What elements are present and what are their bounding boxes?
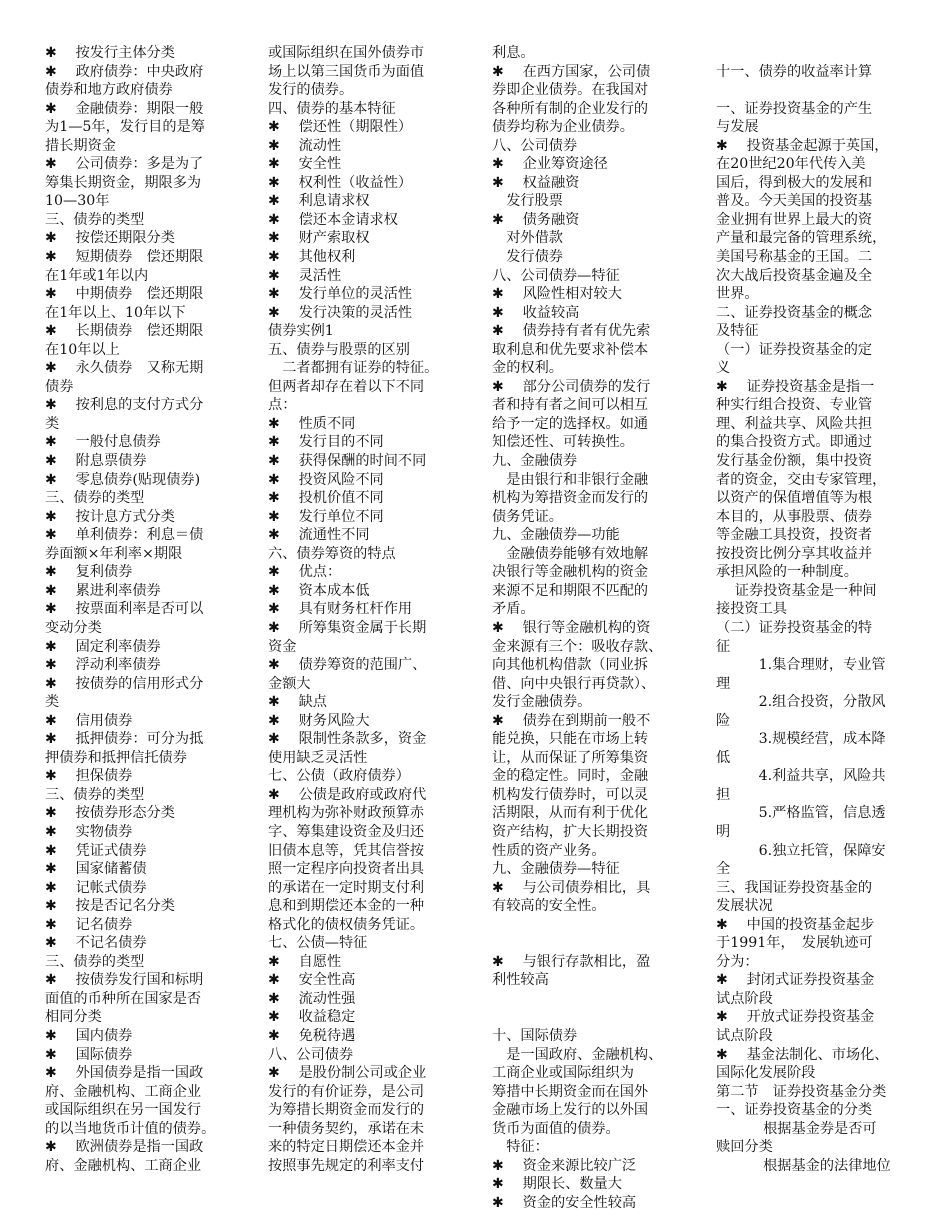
- text-line: ✱ 按发行主体分类: [45, 45, 175, 61]
- text-line: ✱ 资本成本低: [268, 582, 370, 599]
- text-line: 来源不足和期限不匹配的: [492, 582, 649, 599]
- text-line: 债券实例1: [268, 323, 334, 340]
- text-line: ✱ 发行单位不同: [268, 508, 384, 525]
- text-line: 普及。今天美国的投资基: [716, 193, 873, 210]
- text-line: ✱ 短期债券 偿还期限: [45, 249, 204, 266]
- text-line: （二）证券投资基金的特: [716, 619, 873, 636]
- text-line: 发行的有价证券，是公司: [268, 1083, 425, 1100]
- text-line: 券即企业债券。在我国对: [492, 82, 649, 99]
- text-line: 场上以第三国货币为面值: [268, 63, 425, 80]
- text-line: ✱ 债券筹资的范围广、: [268, 657, 427, 674]
- text-line: ✱ 企业筹资途径: [492, 156, 608, 173]
- text-line: ✱ 国际债券: [45, 1046, 133, 1063]
- text-line: 三、债券的类型: [45, 490, 145, 507]
- text-line: 五、债券与股票的区别: [268, 341, 410, 358]
- text-line: 相同分类: [45, 1009, 102, 1026]
- text-line: ✱ 实物债券: [45, 823, 133, 840]
- text-line: 明: [716, 823, 731, 840]
- text-line: 金的权利。: [492, 360, 563, 377]
- text-line: ✱ 外国债券是指一国政: [45, 1065, 204, 1082]
- text-line: ✱ 欧洲债券是指一国政: [45, 1139, 204, 1156]
- text-line: ✱ 公债是政府或政府代: [268, 786, 427, 803]
- text-line: 理、利益共享、风险共担: [716, 415, 873, 432]
- text-line: ✱ 偿还本金请求权: [268, 211, 398, 228]
- text-line: ✱ 其他权利: [268, 249, 356, 266]
- text-line: ✱ 限制性条款多，资金: [268, 731, 427, 748]
- text-line: ✱ 财产索取权: [268, 230, 370, 247]
- text-line: 低: [716, 749, 731, 766]
- text-line: ✱ 长期债券 偿还期限: [45, 323, 204, 340]
- text-line: ✱ 获得保酬的时间不同: [268, 453, 427, 470]
- text-line: ✱ 安全性: [268, 156, 342, 173]
- text-line: ✱ 资金的安全性较高: [492, 1194, 637, 1211]
- text-line: 债券: [45, 378, 74, 395]
- text-line: 面值的币种所在国家是否: [45, 990, 202, 1007]
- text-line: 债券均称为企业债券。: [492, 119, 634, 136]
- text-line: 府、金融机构、工商企业: [45, 1157, 202, 1174]
- text-line: ✱ 不记名债券: [45, 935, 147, 952]
- text-line: ✱ 银行等金融机构的资: [492, 619, 651, 636]
- text-line: 九、金融债券—功能: [492, 527, 620, 544]
- text-line: ✱ 自愿性: [268, 953, 342, 970]
- text-line: 产量和最完备的管理系统，: [716, 230, 887, 247]
- text-line: ✱ 流通性不同: [268, 527, 370, 544]
- text-line: 照一定程序向投资者出具: [268, 861, 425, 878]
- text-line: ✱ 固定利率债券: [45, 638, 161, 655]
- text-line: 字、筹集建设资金及归还: [268, 823, 425, 840]
- text-line: ✱ 债务融资: [492, 211, 580, 228]
- text-column-2: [268, 44, 473, 1175]
- text-line: ✱ 投机价值不同: [268, 490, 384, 507]
- text-line: 三、债券的类型: [45, 211, 145, 228]
- text-line: 与发展: [716, 119, 759, 136]
- text-line: 八、公司债券: [492, 137, 578, 154]
- text-line: 四、债券的基本特征: [268, 100, 396, 117]
- text-line: 在20世纪20年代传入美: [716, 156, 866, 173]
- text-line: ✱ 中国的投资基金起步: [716, 916, 875, 933]
- text-line: 国后，得到极大的发展和: [716, 174, 873, 191]
- text-line: 但两者却存在着以下不同: [268, 378, 425, 395]
- text-line: ✱ 单利债券：利息＝债: [45, 527, 204, 544]
- text-line: 为筹措长期资金而发行的: [268, 1102, 425, 1119]
- text-line: ✱ 国内债券: [45, 1027, 133, 1044]
- text-line: 能兑换，只能在市场上转: [492, 731, 649, 748]
- text-line: 3.规模经营，成本降: [716, 731, 886, 748]
- text-line: 等金融工具投资，投资者: [716, 527, 873, 544]
- text-line: 六、债券筹资的特点: [268, 545, 396, 562]
- text-line: ✱ 资金来源比较广泛: [492, 1157, 637, 1174]
- text-line: ✱ 按偿还期限分类: [45, 230, 175, 247]
- text-line: 息和到期偿还本金的一种: [268, 898, 425, 915]
- text-line: ✱ 记名债券: [45, 916, 133, 933]
- text-line: ✱ 收益较高: [492, 304, 580, 321]
- text-line: 利息。: [492, 45, 535, 61]
- text-line: 10—30年: [45, 193, 110, 210]
- text-line: [492, 1008, 697, 1027]
- text-line: 征: [716, 638, 731, 655]
- text-line: ✱ 部分公司债券的发行: [492, 378, 651, 395]
- text-line: 九、金融债券—特征: [492, 861, 620, 878]
- text-line: 金融债券能够有效地解: [492, 545, 649, 562]
- text-line: 根据基金的法律地位: [716, 1157, 891, 1174]
- text-line: 是一国政府、金融机构、: [492, 1046, 663, 1063]
- text-line: ✱ 权益融资: [492, 174, 580, 191]
- text-line: 使用缺乏灵活性: [268, 749, 368, 766]
- text-line: 在1年以上、10年以下: [45, 304, 186, 321]
- text-line: 次大战后投资基金遍及全: [716, 267, 873, 284]
- text-line: 在10年以上: [45, 341, 120, 358]
- text-column-4: [716, 44, 921, 1175]
- text-line: 理机构为弥补财政预算赤: [268, 805, 425, 822]
- text-line: 4.利益共享，风险共: [716, 768, 886, 785]
- text-line: 金业拥有世界上最大的资: [716, 211, 873, 228]
- text-line: ✱ 性质不同: [268, 415, 356, 432]
- text-line: 三、我国证券投资基金的: [716, 879, 873, 896]
- text-line: 根据基金券是否可: [716, 1120, 877, 1137]
- text-line: 证券投资基金是一种间: [716, 582, 877, 599]
- text-line: 点：: [268, 397, 297, 414]
- text-line: ✱ 国家储蓄债: [45, 861, 147, 878]
- text-line: 八、公司债券: [268, 1046, 354, 1063]
- text-line: ✱ 收益稳定: [268, 1009, 356, 1026]
- text-line: 按投资比例分享其收益并: [716, 545, 873, 562]
- text-line: 活期限，从而有利于优化: [492, 805, 649, 822]
- text-line: ✱ 一般付息债券: [45, 434, 161, 451]
- text-line: ✱ 财务风险大: [268, 712, 370, 729]
- text-line: ✱ 优点：: [268, 564, 342, 581]
- text-line: 七、公债—特征: [268, 935, 368, 952]
- text-line: 分为：: [716, 953, 759, 970]
- text-line: ✱ 附息票债券: [45, 453, 147, 470]
- text-line: 格式化的债权债务凭证。: [268, 916, 425, 933]
- text-line: 一种债务契约，承诺在未: [268, 1120, 425, 1137]
- text-column-3: [492, 44, 697, 1212]
- text-line: ✱ 在西方国家，公司债: [492, 63, 651, 80]
- text-line: 措长期资金: [45, 137, 116, 154]
- text-line: 机构为筹措资金而发行的: [492, 490, 649, 507]
- text-line: 借、向中央银行再贷款）、: [492, 675, 656, 692]
- text-line: 特征：: [492, 1139, 549, 1156]
- text-line: 筹集长期资金，期限多为: [45, 174, 202, 191]
- text-line: ✱ 期限长、数量大: [492, 1176, 622, 1193]
- text-line: 担: [716, 786, 731, 803]
- text-line: 向其他机构借款（同业拆: [492, 657, 649, 674]
- text-line: ✱ 投资基金起源于英国，: [716, 137, 889, 154]
- text-line: 险: [716, 712, 731, 729]
- text-line: 承担风险的一种制度。: [716, 564, 858, 581]
- text-line: 是由银行和非银行金融: [492, 471, 649, 488]
- text-line: 变动分类: [45, 619, 102, 636]
- text-line: 二者都拥有证券的特征。: [268, 360, 439, 377]
- text-line: 机构发行债券时，可以灵: [492, 786, 649, 803]
- text-line: ✱ 按利息的支付方式分: [45, 397, 204, 414]
- text-line: ✱ 债券在到期前一般不: [492, 712, 651, 729]
- text-line: ✱ 信用债券: [45, 712, 133, 729]
- text-line: 发行债券: [492, 249, 563, 266]
- text-line: ✱ 权利性（收益性）: [268, 174, 413, 191]
- text-line: 府、金融机构、工商企业: [45, 1083, 202, 1100]
- text-line: ✱ 所筹集资金属于长期: [268, 619, 427, 636]
- text-line: [492, 990, 697, 1009]
- text-line: ✱ 开放式证券投资基金: [716, 1009, 875, 1026]
- text-line: 全: [716, 861, 731, 878]
- text-line: ✱ 凭证式债券: [45, 842, 147, 859]
- text-line: 十、国际债券: [492, 1027, 578, 1044]
- text-line: 利性较高: [492, 972, 549, 989]
- text-line: 资金: [268, 638, 297, 655]
- text-line: 债务凭证。: [492, 508, 563, 525]
- text-line: 发行股票: [492, 193, 563, 210]
- text-line: ✱ 灵活性: [268, 267, 342, 284]
- text-line: 金融市场上发行的以外国: [492, 1102, 649, 1119]
- text-line: 理: [716, 675, 731, 692]
- text-line: ✱ 具有财务杠杆作用: [268, 601, 413, 618]
- text-line: ✱ 基金法制化、市场化、: [716, 1046, 889, 1063]
- text-line: 类: [45, 694, 60, 711]
- text-line: 发行的债券。: [268, 82, 354, 99]
- text-line: ✱ 发行单位的灵活性: [268, 286, 413, 303]
- text-line: 及特征: [716, 323, 759, 340]
- text-line: ✱ 按是否记名分类: [45, 898, 175, 915]
- text-line: 来的特定日期偿还本金并: [268, 1139, 425, 1156]
- text-line: 6.独立托管，保障安: [716, 842, 886, 859]
- text-line: 第二节 证券投资基金分类: [716, 1083, 887, 1100]
- text-line: ✱ 中期债券 偿还期限: [45, 286, 204, 303]
- text-line: 国际化发展阶段: [716, 1065, 816, 1082]
- text-line: 债券和地方政府债券: [45, 82, 173, 99]
- text-line: 按照事先规定的利率支付: [268, 1157, 425, 1174]
- text-line: ✱ 证券投资基金是指一: [716, 378, 875, 395]
- text-line: 决银行等金融机构的资金: [492, 564, 649, 581]
- text-line: 发行金融债券。: [492, 694, 592, 711]
- text-line: 货币为面值的债券。: [492, 1120, 620, 1137]
- text-line: ✱ 按债券形态分类: [45, 805, 175, 822]
- text-line: 矛盾。: [492, 601, 535, 618]
- text-line: 的以当地货币计值的债券。: [45, 1120, 216, 1137]
- text-line: 二、证券投资基金的概念: [716, 304, 873, 321]
- text-line: 本目的，从事股票、债券: [716, 508, 873, 525]
- text-line: ✱ 封闭式证券投资基金: [716, 972, 875, 989]
- text-line: 有较高的安全性。: [492, 898, 606, 915]
- text-line: 一、证券投资基金的产生: [716, 100, 873, 117]
- text-line: 类: [45, 415, 60, 432]
- text-line: ✱ 缺点: [268, 694, 327, 711]
- text-line: 金来源有三个：吸收存款、: [492, 638, 663, 655]
- text-line: ✱ 流动性强: [268, 990, 356, 1007]
- text-line: 世界。: [716, 286, 759, 303]
- text-line: 八、公司债券—特征: [492, 267, 620, 284]
- text-line: [492, 934, 697, 953]
- text-line: ✱ 复利债券: [45, 564, 133, 581]
- text-line: ✱ 偿还性（期限性）: [268, 119, 413, 136]
- text-line: 金的稳定性。同时，金融: [492, 768, 649, 785]
- text-line: 取利息和优先要求补偿本: [492, 341, 649, 358]
- text-line: 三、债券的类型: [45, 786, 145, 803]
- text-line: 的承诺在一定时期支付利: [268, 879, 425, 896]
- text-line: ✱ 与银行存款相比，盈: [492, 953, 651, 970]
- text-line: ✱ 抵押债券：可分为抵: [45, 731, 204, 748]
- text-line: ✱ 安全性高: [268, 972, 356, 989]
- text-line: 一、证券投资基金的分类: [716, 1102, 873, 1119]
- text-line: 于1991年， 发展轨迹可: [716, 935, 873, 952]
- text-line: 发展状况: [716, 898, 773, 915]
- text-line: 三、债券的类型: [45, 953, 145, 970]
- text-line: 发行基金份额，集中投资: [716, 453, 873, 470]
- text-line: 押债券和抵押信托债券: [45, 749, 187, 766]
- text-line: 性质的资产业务。: [492, 842, 606, 859]
- text-line: 试点阶段: [716, 990, 773, 1007]
- text-line: ✱ 记帐式债券: [45, 879, 147, 896]
- text-line: ✱ 公司债券：多是为了: [45, 156, 204, 173]
- text-column-1: [45, 44, 250, 1175]
- text-line: [716, 81, 921, 100]
- text-line: 让，从而保证了所筹集资: [492, 749, 649, 766]
- text-line: ✱ 免税待遇: [268, 1027, 356, 1044]
- text-line: 知偿还性、可转换性。: [492, 434, 634, 451]
- text-line: 试点阶段: [716, 1027, 773, 1044]
- text-line: 十一、债券的收益率计算: [716, 63, 873, 80]
- text-line: 对外借款: [492, 230, 563, 247]
- text-line: （一）证券投资基金的定: [716, 341, 873, 358]
- text-line: 者的资金，交由专家管理，: [716, 471, 887, 488]
- text-line: ✱ 担保债券: [45, 768, 133, 785]
- text-line: 工商企业或国际组织为: [492, 1065, 634, 1082]
- text-line: ✱ 与公司债券相比，具: [492, 879, 651, 896]
- text-line: ✱ 按债券发行国和标明: [45, 972, 204, 989]
- text-line: [716, 44, 921, 63]
- text-line: 九、金融债券: [492, 453, 578, 470]
- text-line: [492, 916, 697, 935]
- text-line: 七、公债（政府债券）: [268, 768, 410, 785]
- text-line: ✱ 按计息方式分类: [45, 508, 175, 525]
- text-line: ✱ 浮动利率债券: [45, 657, 161, 674]
- text-line: 给予一定的选择权。如通: [492, 415, 649, 432]
- text-line: ✱ 零息债券(贴现债券): [45, 471, 201, 488]
- text-line: 1.集合理财，专业管: [716, 657, 886, 674]
- text-line: ✱ 利息请求权: [268, 193, 370, 210]
- text-line: 金额大: [268, 675, 311, 692]
- text-line: 在1年或1年以内: [45, 267, 149, 284]
- text-line: 为1—5年，发行目的是筹: [45, 119, 205, 136]
- text-line: ✱ 按票面利率是否可以: [45, 601, 204, 618]
- text-line: ✱ 债券持有者有优先索: [492, 323, 651, 340]
- text-line: ✱ 风险性相对较大: [492, 286, 622, 303]
- text-line: ✱ 流动性: [268, 137, 342, 154]
- text-line: 接投资工具: [716, 601, 787, 618]
- text-line: 义: [716, 360, 731, 377]
- text-line: 者和持有者之间可以相互: [492, 397, 649, 414]
- text-line: 的集合投资方式。即通过: [716, 434, 873, 451]
- text-line: 各种所有制的企业发行的: [492, 100, 649, 117]
- text-line: 以资产的保值增值等为根: [716, 490, 873, 507]
- text-line: 或国际组织在另一国发行: [45, 1102, 202, 1119]
- text-line: ✱ 按债券的信用形式分: [45, 675, 204, 692]
- text-line: 种实行组合投资、专业管: [716, 397, 873, 414]
- text-line: 资产结构，扩大长期投资: [492, 823, 649, 840]
- text-line: 美国号称基金的王国。二: [716, 249, 873, 266]
- text-line: 赎回分类: [716, 1139, 773, 1156]
- text-line: 2.组合投资，分散风: [716, 694, 886, 711]
- text-line: ✱ 累进利率债券: [45, 582, 161, 599]
- text-line: ✱ 是股份制公司或企业: [268, 1065, 427, 1082]
- text-line: ✱ 金融债券：期限一般: [45, 100, 204, 117]
- text-line: ✱ 发行决策的灵活性: [268, 304, 413, 321]
- text-line: ✱ 投资风险不同: [268, 471, 384, 488]
- text-line: 筹措中长期资金而在国外: [492, 1083, 649, 1100]
- text-line: 5.严格监管，信息透: [716, 805, 886, 822]
- text-line: 或国际组织在国外债券市: [268, 45, 425, 61]
- text-line: 券面额×年利率×期限: [45, 545, 183, 562]
- text-line: ✱ 发行目的不同: [268, 434, 384, 451]
- text-line: ✱ 永久债券 又称无期: [45, 360, 204, 377]
- text-line: ✱ 政府债券：中央政府: [45, 63, 204, 80]
- text-line: 旧债本息等，凭其信誉按: [268, 842, 425, 859]
